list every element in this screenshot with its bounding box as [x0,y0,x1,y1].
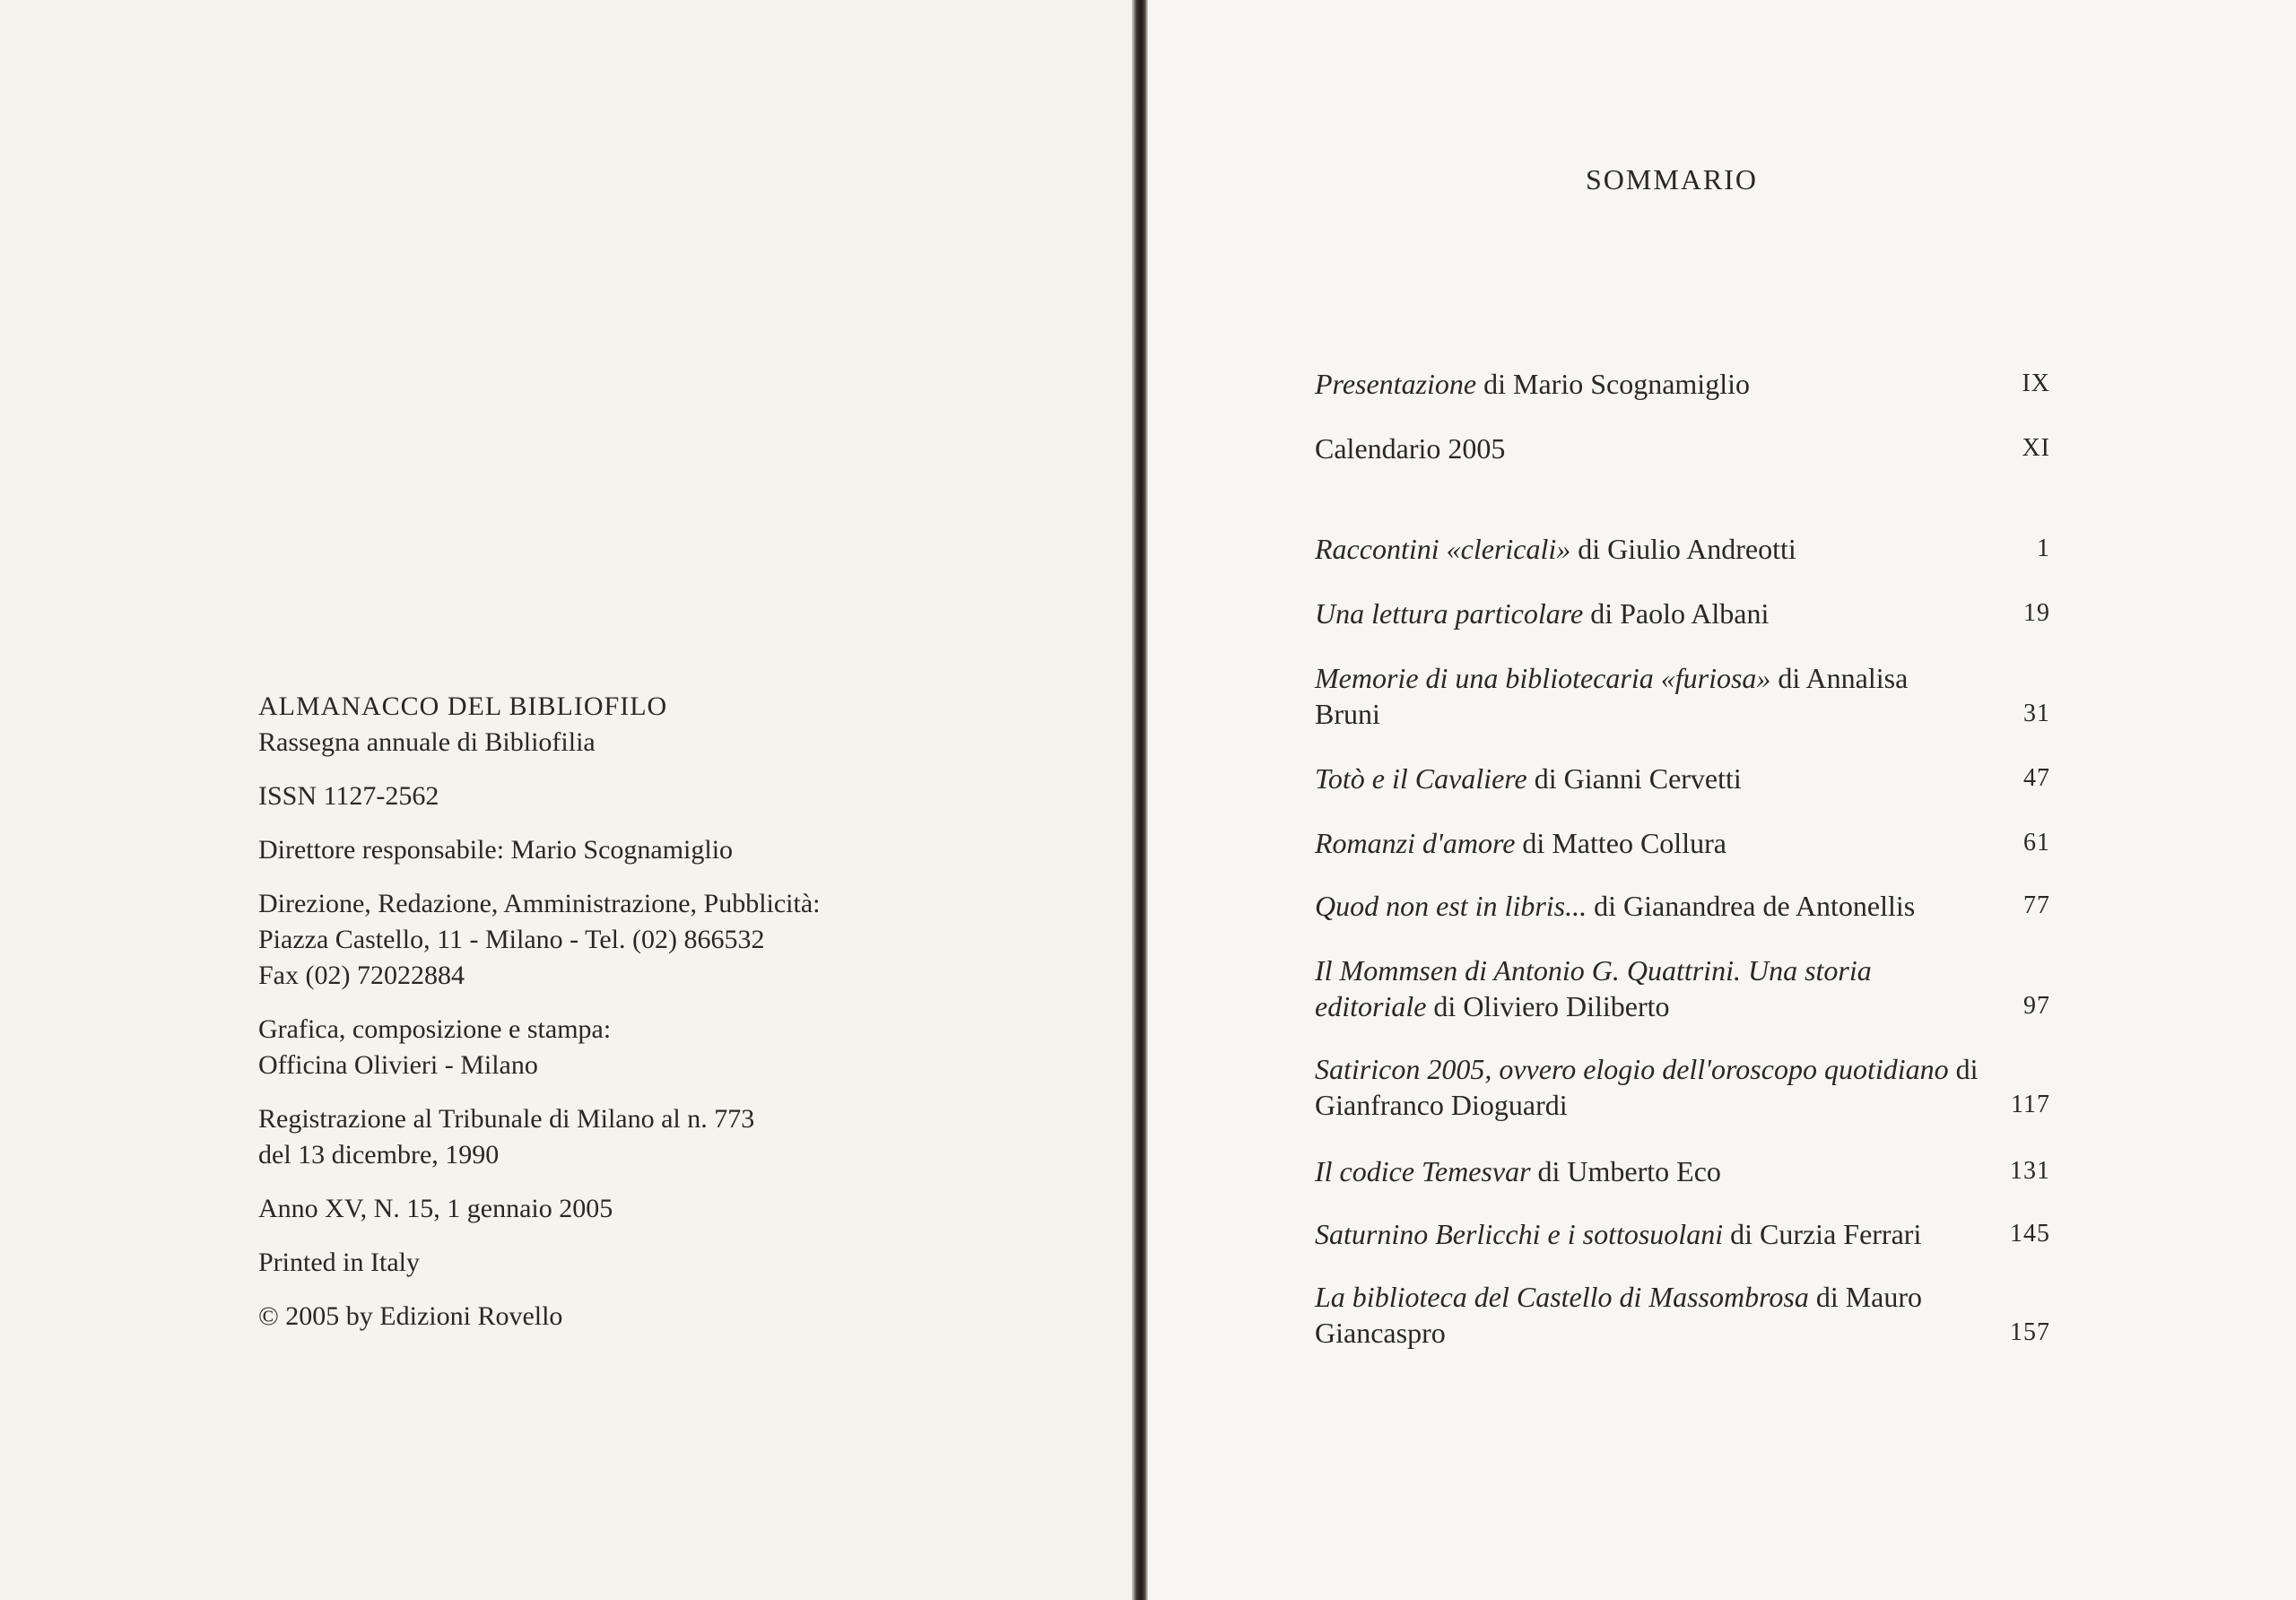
registration: Registrazione al Tribunale di Milano al n. 773 [258,1104,755,1134]
toc-entry-title: Saturnino Berlicchi e i sottosuolani di Curzia Ferrari [1315,1218,1922,1250]
printed-in: Printed in Italy [258,1248,420,1277]
book-spine [1132,0,1148,1600]
toc-entry-page: IX [2022,370,2050,397]
toc-entry [1315,596,2050,631]
toc-entry [1315,366,2050,402]
issn: ISSN 1127-2562 [258,781,439,811]
director: Direttore responsabile: Mario Scognamiglio [258,835,734,865]
toc-entry-title: Una lettura particolare di Paolo Albani [1315,597,1770,630]
publication-title: ALMANACCO DEL BIBLIOFILO [258,691,668,721]
toc-entry-title: Totò e il Cavaliere di Gianni Cervetti [1315,762,1742,795]
toc-entry [1315,825,2050,861]
toc-entry-title: Satiricon 2005, ovvero elogio dell'oroscopo quotidiano di Gianfranco Dioguardi [1315,1053,1979,1121]
toc-entry-title: La biblioteca del Castello di Massombrosa di Mauro Giancaspro [1315,1281,1923,1349]
toc-entry-page: 1 [2037,535,2050,562]
copyright: © 2005 by Edizioni Rovello [258,1301,563,1331]
toc-entry [1315,1216,2050,1252]
toc-entry-title: Quod non est in libris... di Gianandrea de Antonellis [1315,890,1916,922]
toc-entry-page: 117 [2011,1091,2050,1118]
toc-entry [1315,1153,2050,1189]
toc-entry-page: 19 [2023,599,2050,627]
toc-entry-page: XI [2022,434,2050,462]
registration-date: del 13 dicembre, 1990 [258,1140,500,1170]
toc-entry [1315,888,2050,924]
toc-entry-title: Il Mommsen di Antonio G. Quattrini. Una storia editoriale di Oliviero Diliberto [1315,954,1872,1022]
toc-entry-page: 77 [2023,891,2050,919]
toc-entry [1315,952,2050,1024]
printer: Officina Olivieri - Milano [258,1050,538,1080]
toc-entry [1315,660,2050,732]
toc-entry [1315,1051,2050,1123]
issue-info: Anno XV, N. 15, 1 gennaio 2005 [258,1194,613,1223]
toc-entry [1315,430,2050,466]
toc-entry-page: 61 [2023,829,2050,857]
toc-heading: SOMMARIO [1586,163,1759,196]
toc-entry-page: 157 [2010,1318,2050,1346]
toc-entry-title: Il codice Temesvar di Umberto Eco [1315,1155,1721,1187]
address: Piazza Castello, 11 - Milano - Tel. (02) 866532 [258,925,765,954]
toc-entry-page: 145 [2010,1220,2050,1248]
toc-entry-page: 97 [2023,992,2050,1020]
toc-entry-page: 47 [2023,764,2050,792]
toc-entry-title: Romanzi d'amore di Matteo Collura [1315,827,1726,859]
office-label: Direzione, Redazione, Amministrazione, Pubblicità: [258,889,821,918]
toc-entry-page: 31 [2023,700,2050,727]
toc-entry-title: Calendario 2005 [1315,432,1506,465]
toc-entry-title: Presentazione di Mario Scognamiglio [1315,368,1750,400]
toc-entry-page: 131 [2010,1157,2050,1185]
toc-entry [1315,1279,2050,1351]
publication-subtitle: Rassegna annuale di Bibliofilia [258,727,596,757]
toc-entry-title: Raccontini «clericali» di Giulio Andreotti [1315,533,1796,565]
left-page [0,0,1132,1600]
toc-entry-title: Memorie di una bibliotecaria «furiosa» di Annalisa Bruni [1315,662,1909,730]
toc-entry [1315,761,2050,796]
print-label: Grafica, composizione e stampa: [258,1014,612,1044]
toc-entry [1315,531,2050,567]
fax: Fax (02) 72022884 [258,961,465,990]
right-page [1148,0,2296,1600]
colophon [258,689,994,1352]
